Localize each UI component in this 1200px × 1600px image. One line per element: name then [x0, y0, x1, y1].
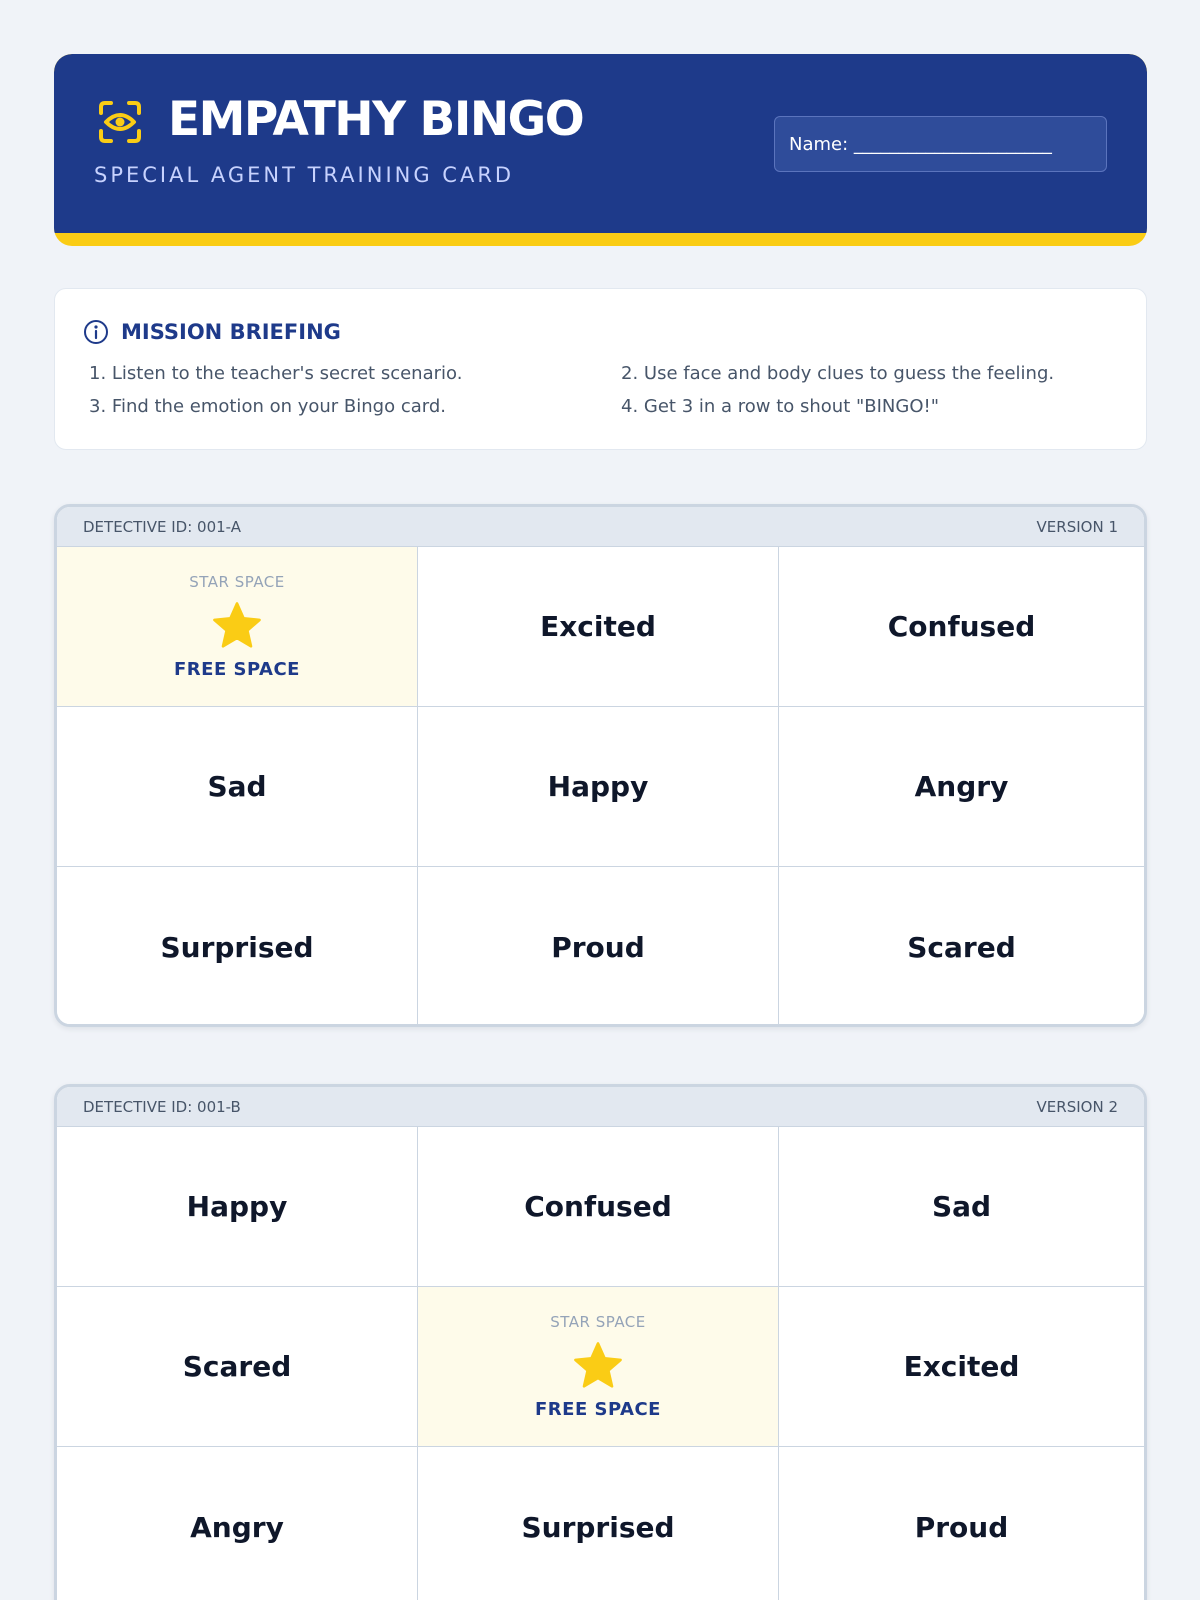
- detective-id: DETECTIVE ID: 001-B: [83, 1097, 241, 1116]
- bingo-cell[interactable]: Confused: [418, 1127, 779, 1287]
- app-subtitle: SPECIAL AGENT TRAINING CARD: [94, 163, 515, 187]
- card-version: VERSION 2: [1036, 1097, 1118, 1116]
- detective-id: DETECTIVE ID: 001-A: [83, 517, 242, 536]
- bingo-cell[interactable]: Angry: [779, 707, 1144, 867]
- bingo-card-a: [54, 504, 1147, 1027]
- name-field[interactable]: Name: ______________________: [774, 116, 1107, 172]
- bingo-cell[interactable]: Sad: [779, 1127, 1144, 1287]
- bingo-cell[interactable]: Scared: [779, 867, 1144, 1027]
- app-title: EMPATHY BINGO: [168, 92, 584, 147]
- bingo-cell[interactable]: Surprised: [57, 867, 418, 1027]
- card-header: [57, 507, 1144, 547]
- card-version: VERSION 1: [1036, 517, 1118, 536]
- mission-briefing: [54, 288, 1147, 450]
- briefing-step: 4. Get 3 in a row to shout "BINGO!": [621, 396, 940, 417]
- bingo-cell[interactable]: Proud: [779, 1447, 1144, 1600]
- info-icon: [83, 319, 109, 345]
- bingo-cell[interactable]: Proud: [418, 867, 779, 1027]
- eye-scan-icon: [98, 100, 142, 144]
- bingo-cell[interactable]: Sad: [57, 707, 418, 867]
- bingo-cell[interactable]: Angry: [57, 1447, 418, 1600]
- bingo-grid: [57, 547, 1144, 1027]
- header-banner: [54, 54, 1147, 246]
- briefing-step: 3. Find the emotion on your Bingo card.: [89, 396, 446, 417]
- bingo-cell[interactable]: Excited: [779, 1287, 1144, 1447]
- star-space-label: STAR SPACE: [550, 1313, 646, 1331]
- bingo-grid: [57, 1127, 1144, 1600]
- bingo-cell[interactable]: Surprised: [418, 1447, 779, 1600]
- star-icon: [210, 599, 264, 653]
- card-header: [57, 1087, 1144, 1127]
- free-space-cell[interactable]: [57, 547, 418, 707]
- free-space-label: FREE SPACE: [174, 659, 300, 680]
- star-space-label: STAR SPACE: [189, 573, 285, 591]
- briefing-step: 2. Use face and body clues to guess the feeling.: [621, 363, 1055, 384]
- star-icon: [571, 1339, 625, 1393]
- header-panel: [54, 54, 1147, 233]
- bingo-cell[interactable]: Confused: [779, 547, 1144, 707]
- bingo-cell[interactable]: Excited: [418, 547, 779, 707]
- free-space-label: FREE SPACE: [535, 1399, 661, 1420]
- bingo-cell[interactable]: Scared: [57, 1287, 418, 1447]
- bingo-cell[interactable]: Happy: [57, 1127, 418, 1287]
- briefing-step: 1. Listen to the teacher's secret scenario.: [89, 363, 463, 384]
- bingo-cell[interactable]: Happy: [418, 707, 779, 867]
- bingo-card-b: [54, 1084, 1147, 1600]
- briefing-heading: [83, 319, 341, 345]
- briefing-title: MISSION BRIEFING: [121, 320, 341, 344]
- free-space-cell[interactable]: [418, 1287, 779, 1447]
